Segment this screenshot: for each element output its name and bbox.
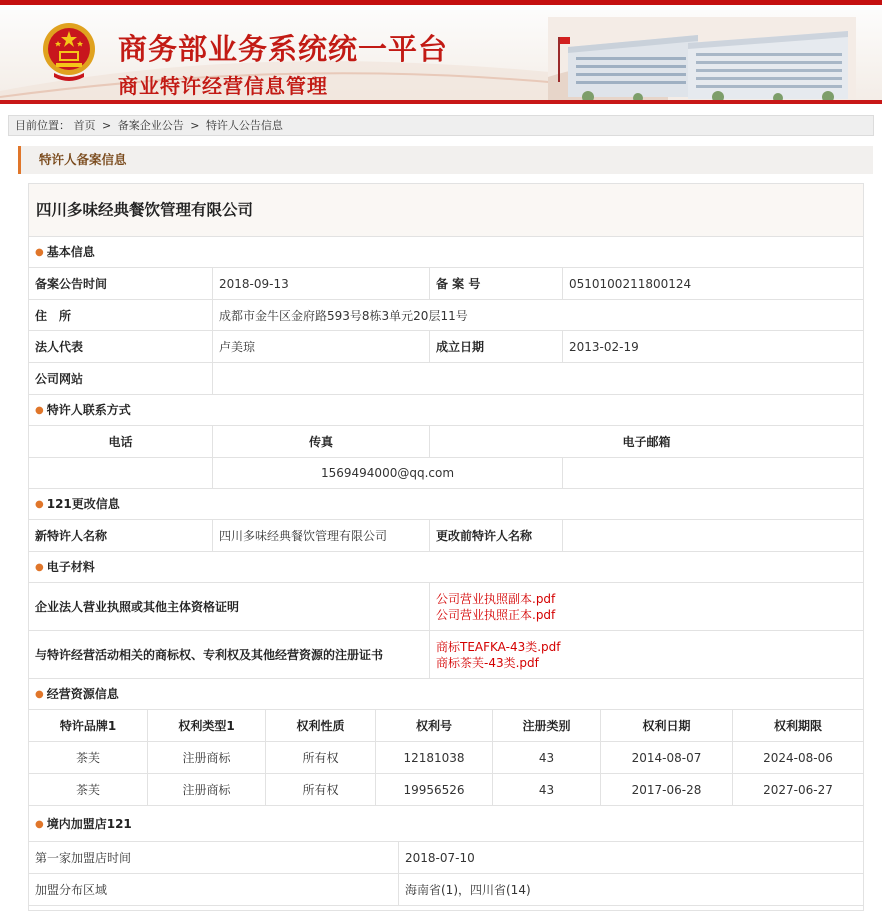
region-value: 海南省(1)，四川省(14) <box>405 883 531 897</box>
table-cell: 茶芙 <box>29 742 148 773</box>
table-cell: 2014-08-07 <box>601 742 733 773</box>
materials-heading-text: 电子材料 <box>46 560 95 574</box>
address-label: 住 所 <box>29 300 213 330</box>
material-row <box>29 631 863 679</box>
bullet-dot-icon: ● <box>35 247 44 258</box>
contact-heading <box>29 395 863 426</box>
breadcrumb-separator: > <box>190 119 200 132</box>
table-cell: 2024-08-06 <box>763 750 833 765</box>
table-row <box>29 742 863 774</box>
table-cell: 43 <box>493 774 601 805</box>
first-store-label: 第一家加盟店时间 <box>29 842 399 873</box>
domestic-row-region <box>29 874 863 906</box>
breadcrumb <box>8 115 874 136</box>
breadcrumb-announcement-link[interactable]: 备案企业公告 <box>117 119 184 132</box>
resources-column-header: 注册类别 <box>493 710 601 741</box>
header-banner <box>0 0 882 104</box>
domestic-heading <box>29 806 863 842</box>
table-cell: 2017-06-28 <box>601 774 733 805</box>
table-cell: 所有权 <box>266 774 376 805</box>
legal-rep-label: 法人代表 <box>29 331 213 362</box>
national-emblem-icon <box>40 19 98 83</box>
old-name-value <box>563 520 863 551</box>
basic-info-heading-text: 基本信息 <box>46 245 95 259</box>
breadcrumb-separator: > <box>102 119 112 132</box>
domestic-heading-text: 境内加盟店121 <box>46 817 132 831</box>
email-value <box>563 458 863 488</box>
email-column-header: 电子邮箱 <box>622 435 671 449</box>
table-cell: 茶芙 <box>29 774 148 805</box>
basic-row-legal <box>29 331 863 363</box>
record-number-label: 备 案 号 <box>430 268 563 299</box>
material-row <box>29 583 863 631</box>
bullet-dot-icon: ● <box>35 689 44 700</box>
record-panel <box>28 183 864 911</box>
material-label: 与特许经营活动相关的商标权、专利权及其他经营资源的注册证书 <box>29 631 430 678</box>
company-name-title: 四川多味经典餐饮管理有限公司 <box>29 184 863 237</box>
materials-heading <box>29 552 863 583</box>
fax-column-header: 传真 <box>213 426 430 457</box>
basic-row-website <box>29 363 863 395</box>
bullet-dot-icon: ● <box>35 819 44 830</box>
announce-time-label: 备案公告时间 <box>29 268 213 299</box>
resources-heading-text: 经营资源信息 <box>46 687 119 701</box>
material-label: 企业法人营业执照或其他主体资格证明 <box>29 583 430 630</box>
resources-column-header: 权利类型1 <box>148 710 266 741</box>
contact-header-row <box>29 426 863 458</box>
change121-heading <box>29 489 863 520</box>
material-file-link[interactable]: 商标TEAFKA-43类.pdf <box>436 639 561 654</box>
resources-column-header: 权利性质 <box>266 710 376 741</box>
old-name-label: 更改前特许人名称 <box>430 520 563 551</box>
resources-heading <box>29 679 863 710</box>
record-number-value: 0510100211800124 <box>569 276 692 291</box>
table-cell: 所有权 <box>266 742 376 773</box>
material-file-link[interactable]: 公司营业执照正本.pdf <box>436 607 556 622</box>
phone-column-header: 电话 <box>29 426 213 457</box>
table-cell: 43 <box>493 742 601 773</box>
fax-value: 1569494000@qq.com <box>213 458 563 488</box>
founded-date-value: 2013-02-19 <box>569 339 639 354</box>
record-content <box>29 237 863 906</box>
material-file-link[interactable]: 商标茶芙-43类.pdf <box>436 655 539 670</box>
government-buildings-image <box>548 17 856 104</box>
table-cell: 19956526 <box>376 774 493 805</box>
table-cell: 注册商标 <box>148 774 266 805</box>
new-name-label: 新特许人名称 <box>29 520 213 551</box>
region-label: 加盟分布区域 <box>29 874 399 905</box>
founded-date-label: 成立日期 <box>430 331 563 362</box>
breadcrumb-home-link[interactable]: 首页 <box>73 119 96 132</box>
resources-column-header: 权利号 <box>376 710 493 741</box>
contact-value-row <box>29 458 863 489</box>
system-subtitle: 商业特许经营信息管理 <box>118 74 328 98</box>
bullet-dot-icon: ● <box>35 405 44 416</box>
first-store-value: 2018-07-10 <box>405 850 475 865</box>
basic-row-announce <box>29 268 863 300</box>
material-files <box>430 583 863 630</box>
legal-rep-value: 卢美琼 <box>213 331 430 362</box>
table-row <box>29 774 863 806</box>
address-value: 成都市金牛区金府路593号8栋3单元20层11号 <box>219 308 468 323</box>
phone-value <box>29 458 213 488</box>
table-cell: 注册商标 <box>148 742 266 773</box>
basic-info-heading <box>29 237 863 268</box>
website-value <box>213 363 863 394</box>
new-name-value: 四川多味经典餐饮管理有限公司 <box>213 520 430 551</box>
material-file-link[interactable]: 公司营业执照副本.pdf <box>436 591 556 606</box>
resources-column-header: 特许品牌1 <box>29 710 148 741</box>
contact-heading-text: 特许人联系方式 <box>46 403 131 417</box>
banner-bottom-line <box>0 100 882 104</box>
bullet-dot-icon: ● <box>35 562 44 573</box>
bullet-dot-icon: ● <box>35 499 44 510</box>
breadcrumb-prefix: 目前位置： <box>15 119 70 132</box>
breadcrumb-current: 特许人公告信息 <box>205 119 283 132</box>
website-label: 公司网站 <box>29 363 213 394</box>
system-title: 商务部业务系统统一平台 <box>118 32 449 66</box>
resources-column-header: 权利日期 <box>601 710 733 741</box>
resources-header-row <box>29 710 863 742</box>
domestic-row-first <box>29 842 863 874</box>
section-header: 特许人备案信息 <box>18 146 873 174</box>
change121-row <box>29 520 863 552</box>
basic-row-address <box>29 300 863 331</box>
material-files <box>430 631 863 678</box>
announce-time-value: 2018-09-13 <box>213 268 430 299</box>
resources-column-header: 权利期限 <box>773 719 822 733</box>
table-cell: 2027-06-27 <box>763 782 833 797</box>
table-cell: 12181038 <box>376 742 493 773</box>
change121-heading-text: 121更改信息 <box>46 497 120 511</box>
